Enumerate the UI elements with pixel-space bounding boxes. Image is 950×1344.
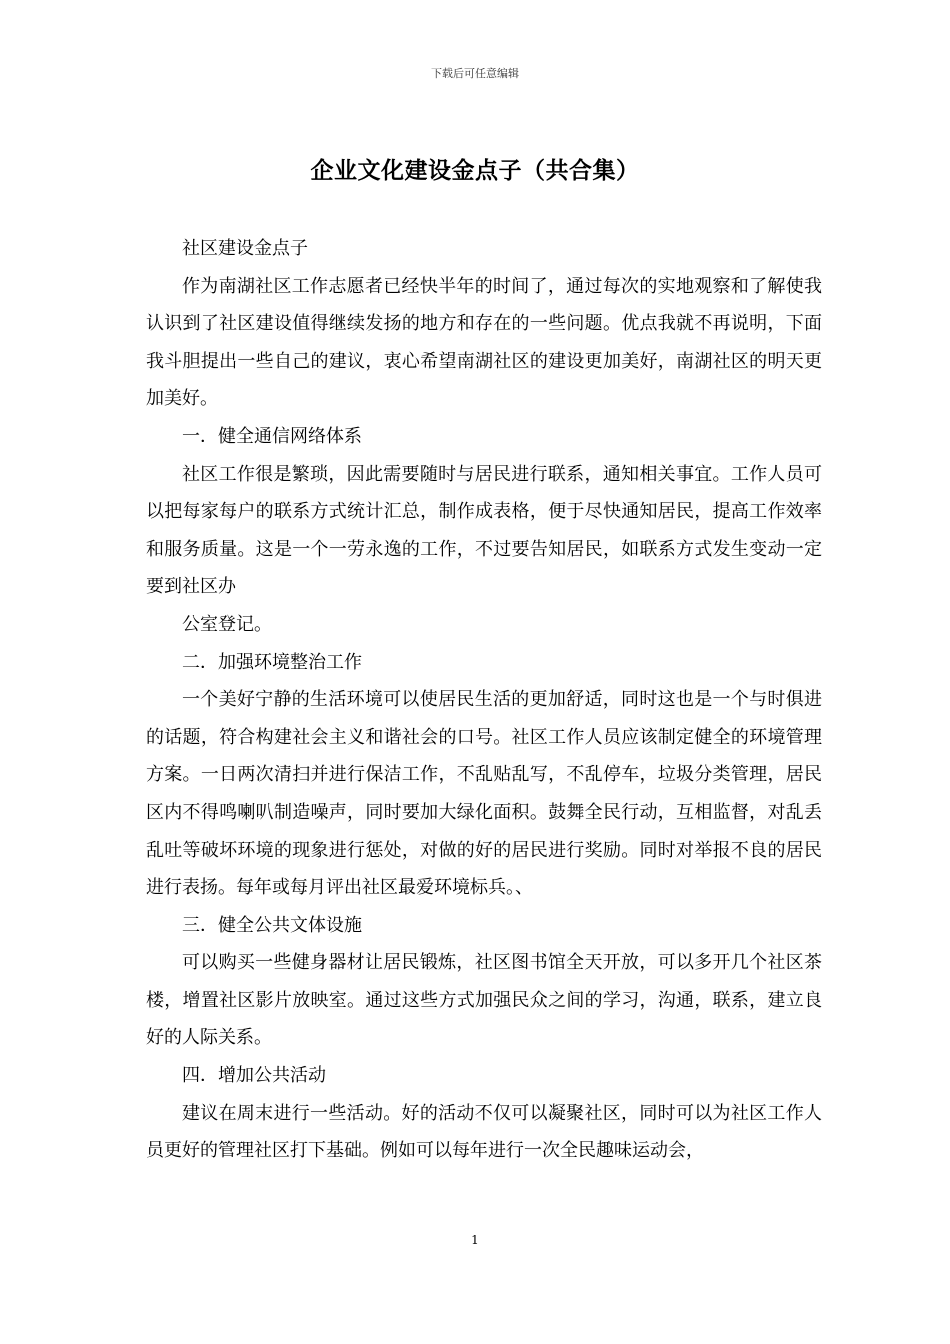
- section-heading-2: 二．加强环境整治工作: [182, 651, 362, 673]
- paragraph-section-1-cont: 公室登记。: [182, 613, 272, 635]
- section-heading-4: 四．增加公共活动: [182, 1065, 326, 1087]
- paragraph-section-2: 一个美好宁静的生活环境可以使居民生活的更加舒适，同时这也是一个与时俱进的话题，符合构建社会主义和谐社会的口号。社区工作人员应该制定健全的环境管理方案。一日两次清扫并进行保洁工作，不乱贴乱写，不乱停车，垃圾分类管理，居民区内不得鸣喇叭制造噪声，同时要加大绿化面积。鼓舞全民行动，互相监督，对乱丢乱吐等破坏环境的现象进行惩处，对做的好的居民进行奖励。同时对举报不良的居民进行表扬。每年或每月评出社区最爱环境标兵。、: [146, 689, 822, 899]
- page-number: 1: [471, 1233, 479, 1247]
- document-title: 企业文化建设金点子（共合集）: [310, 157, 640, 184]
- document-body: [146, 230, 822, 1170]
- paragraph-section-3: 可以购买一些健身器材让居民锻炼，社区图书馆全天开放，可以多开几个社区茶楼，增置社区影片放映室。通过这些方式加强民众之间的学习，沟通，联系，建立良好的人际关系。: [146, 952, 822, 1049]
- paragraph-subtitle: 社区建设金点子: [182, 238, 308, 259]
- section-heading-3: 三．健全公共文体设施: [182, 914, 362, 936]
- page-header: 下载后可任意编辑: [431, 67, 519, 80]
- paragraph-section-1: 社区工作很是繁琐，因此需要随时与居民进行联系，通知相关事宜。工作人员可以把每家每户的联系方式统计汇总，制作成表格，便于尽快通知居民，提高工作效率和服务质量。这是一个一劳永逸的工作，不过要告知居民，如联系方式发生变动一定要到社区办: [146, 463, 822, 598]
- paragraph-intro: 作为南湖社区工作志愿者已经快半年的时间了，通过每次的实地观察和了解使我认识到了社区建设值得继续发扬的地方和存在的一些问题。优点我就不再说明，下面我斗胆提出一些自己的建议，衷心希望南湖社区的建设更加美好，南湖社区的明天更加美好。: [146, 275, 822, 410]
- paragraph-section-4: 建议在周末进行一些活动。好的活动不仅可以凝聚社区，同时可以为社区工作人员更好的管理社区打下基础。例如可以每年进行一次全民趣味运动会，: [146, 1102, 822, 1162]
- section-heading-1: 一．健全通信网络体系: [182, 425, 362, 447]
